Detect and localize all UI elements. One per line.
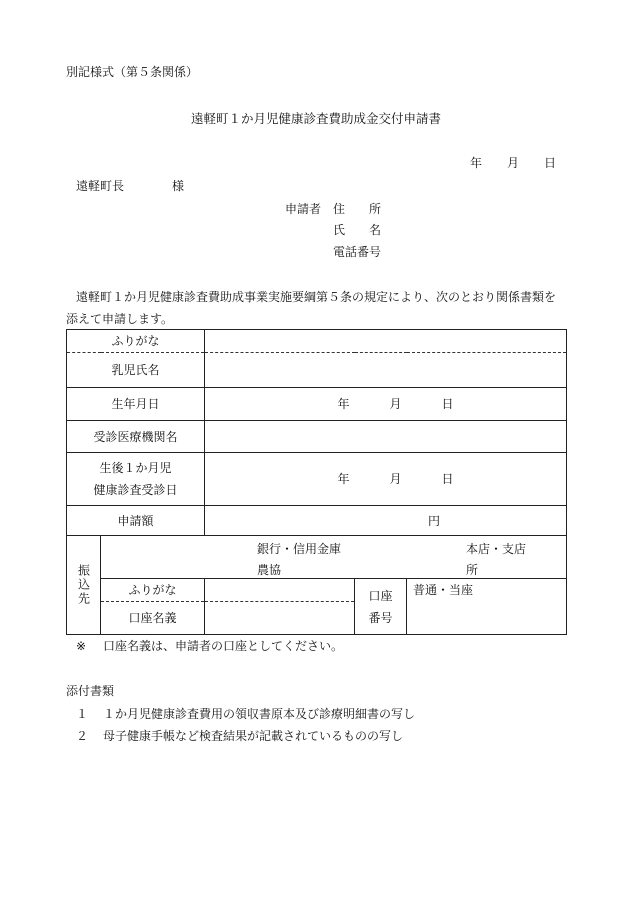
attachment-1-number: １ — [76, 707, 89, 721]
account-furigana-label: ふりがな — [101, 579, 205, 602]
applicant-address-label: 住 所 — [333, 202, 382, 216]
account-holder-field[interactable] — [205, 602, 355, 635]
checkup-month: 月 — [389, 472, 402, 486]
infant-name-field[interactable] — [205, 353, 567, 388]
addressee-honorific: 様 — [172, 179, 185, 193]
infant-name-label: 乳児氏名 — [67, 353, 205, 388]
birthdate-month: 月 — [389, 397, 402, 411]
checkup-year: 年 — [337, 472, 350, 486]
account-type-field[interactable] — [407, 579, 567, 635]
birthdate-year: 年 — [337, 397, 350, 411]
bank-type-1: 銀行・信用金庫 — [257, 542, 342, 556]
clinic-field[interactable] — [205, 421, 567, 453]
form-number: 別記様式（第５条関係） — [66, 65, 199, 79]
checkup-label-line-2: 健康診査受診日 — [93, 483, 178, 497]
birthdate-field[interactable] — [205, 388, 567, 421]
intro-line-1: 遠軽町１か月児健康診査費助成事業実施要綱第５条の規定により、次のとおり関係書類を — [76, 290, 557, 304]
account-number-label: 口座 番号 — [355, 579, 407, 635]
document-title: 遠軽町１か月児健康診査費助成金交付申請書 — [191, 111, 442, 126]
checkup-label-line-1: 生後１か月児 — [99, 461, 172, 475]
date-month: 月 — [507, 156, 520, 170]
applicant-phone-label: 電話番号 — [333, 245, 382, 259]
amount-field[interactable] — [205, 506, 567, 536]
applicant-label: 申請者 — [285, 202, 322, 216]
applicant-name-label: 氏 名 — [333, 223, 382, 237]
bank-name-field[interactable] — [101, 536, 567, 579]
note-text: 口座名義は、申請者の口座としてください。 — [103, 639, 344, 653]
checkup-date-field[interactable] — [205, 453, 567, 506]
checkup-date-label — [67, 453, 205, 506]
birthdate-label: 生年月日 — [67, 388, 205, 421]
intro-line-2: 添えて申請します。 — [66, 312, 174, 326]
application-table — [66, 329, 567, 635]
attachment-2-text: 母子健康手帳など検査結果が記載されているものの写し — [103, 729, 404, 743]
note-mark: ※ — [76, 639, 87, 653]
checkup-day: 日 — [441, 472, 454, 486]
birthdate-day: 日 — [441, 397, 454, 411]
bank-type-2: 農協 — [257, 563, 282, 577]
transfer-label: 振込先 — [67, 536, 101, 635]
attachment-2-number: ２ — [76, 729, 89, 743]
branch-type-2: 所 — [466, 563, 479, 577]
account-furigana-field[interactable] — [205, 579, 355, 602]
clinic-label: 受診医療機関名 — [67, 421, 205, 453]
amount-label: 申請額 — [67, 506, 205, 536]
yen-unit: 円 — [428, 513, 441, 528]
date-day: 日 — [544, 156, 557, 170]
branch-type-1: 本店・支店 — [466, 542, 527, 556]
account-holder-label: 口座名義 — [101, 602, 205, 635]
furigana-field[interactable] — [205, 330, 567, 353]
attachments-heading: 添付書類 — [66, 684, 115, 698]
attachment-1-text: １か月児健康診査費用の領収書原本及び診療明細書の写し — [103, 707, 416, 721]
date-year: 年 — [470, 156, 483, 170]
furigana-label: ふりがな — [67, 330, 205, 353]
account-type-options: 普通・当座 — [413, 583, 474, 597]
addressee-name: 遠軽町長 — [76, 179, 125, 193]
